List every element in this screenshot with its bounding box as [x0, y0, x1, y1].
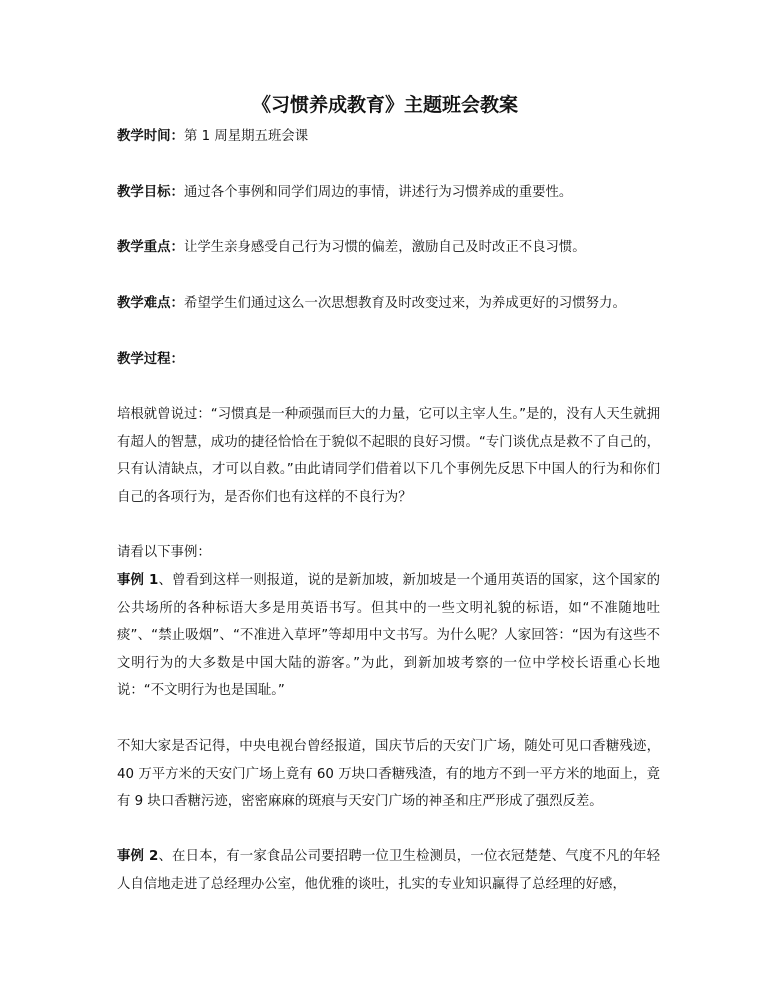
field-label: 教学时间：: [117, 129, 184, 144]
field-value: 希望学生们通过这么一次思想教育及时改变过来，为养成更好的习惯努力。: [183, 296, 626, 311]
field-value: 第 1 周星期五班会课: [183, 129, 309, 144]
field-teaching-process: [117, 349, 662, 371]
tiananmen-paragraph: 不知大家是否记得，中央电视台曾经报道，国庆节后的天安门广场，随处可见口香糖残迹，40 万平方米的天安门广场上竟有 60 万块口香糖残渣，有的地方不到一平方米的地面上，竟有 9 块口香糖污迹，密密麻麻的斑痕与天安门广场的神圣和庄严形成了强烈反差。: [117, 739, 660, 809]
field-teaching-difficulty: [117, 293, 662, 315]
field-teaching-goal: [117, 182, 662, 204]
document-title: 《习惯养成教育》主题班会教案: [251, 94, 518, 116]
field-label: 教学目标：: [117, 185, 184, 200]
example-2-paragraph: [117, 843, 660, 898]
examples-intro: 请看以下事例：: [117, 545, 211, 560]
field-label: 教学过程：: [117, 352, 184, 367]
field-label: 教学难点：: [117, 296, 184, 311]
field-teaching-time: [117, 126, 662, 148]
example-2-label: 事例 2: [117, 849, 159, 864]
example-1-paragraph: [117, 567, 660, 705]
example-1-label: 事例 1: [117, 573, 159, 588]
field-value: 让学生亲身感受自己行为习惯的偏差，激励自己及时改正不良习惯。: [183, 240, 586, 255]
example-1-text: 、曾看到这样一则报道，说的是新加坡，新加坡是一个通用英语的国家，这个国家的公共场所的各种标语大多是用英语书写。但其中的一些文明礼貌的标语，如“不准随地吐痰”、“禁止吸烟”、“不准进入草坪”等却用中文书写。为什么呢？人家回答：“因为有这些不文明行为的大多数是中国大陆的游客。”为此，到新加坡考察的一位中学校长语重心长地说：“不文明行为也是国耻。”: [117, 573, 661, 698]
field-teaching-focus: [117, 237, 662, 259]
example-2-text: 、在日本，有一家食品公司要招聘一位卫生检测员，一位衣冠楚楚、气度不凡的年轻人自信地走进了总经理办公室，他优雅的谈吐，扎实的专业知识赢得了总经理的好感，: [117, 849, 661, 892]
field-value: 通过各个事例和同学们周边的事情，讲述行为习惯养成的重要性。: [183, 185, 573, 200]
field-label: 教学重点：: [117, 240, 184, 255]
intro-paragraph: 培根就曾说过：“习惯真是一种顽强而巨大的力量，它可以主宰人生。”是的，没有人天生就拥有超人的智慧，成功的捷径恰恰在于貌似不起眼的良好习惯。“专门谈优点是救不了自己的，只有认清缺点，才可以自救。”由此请同学们借着以下几个事例先反思下中国人的行为和你们自己的各项行为，是否你们也有这样的不良行为？: [117, 407, 660, 505]
